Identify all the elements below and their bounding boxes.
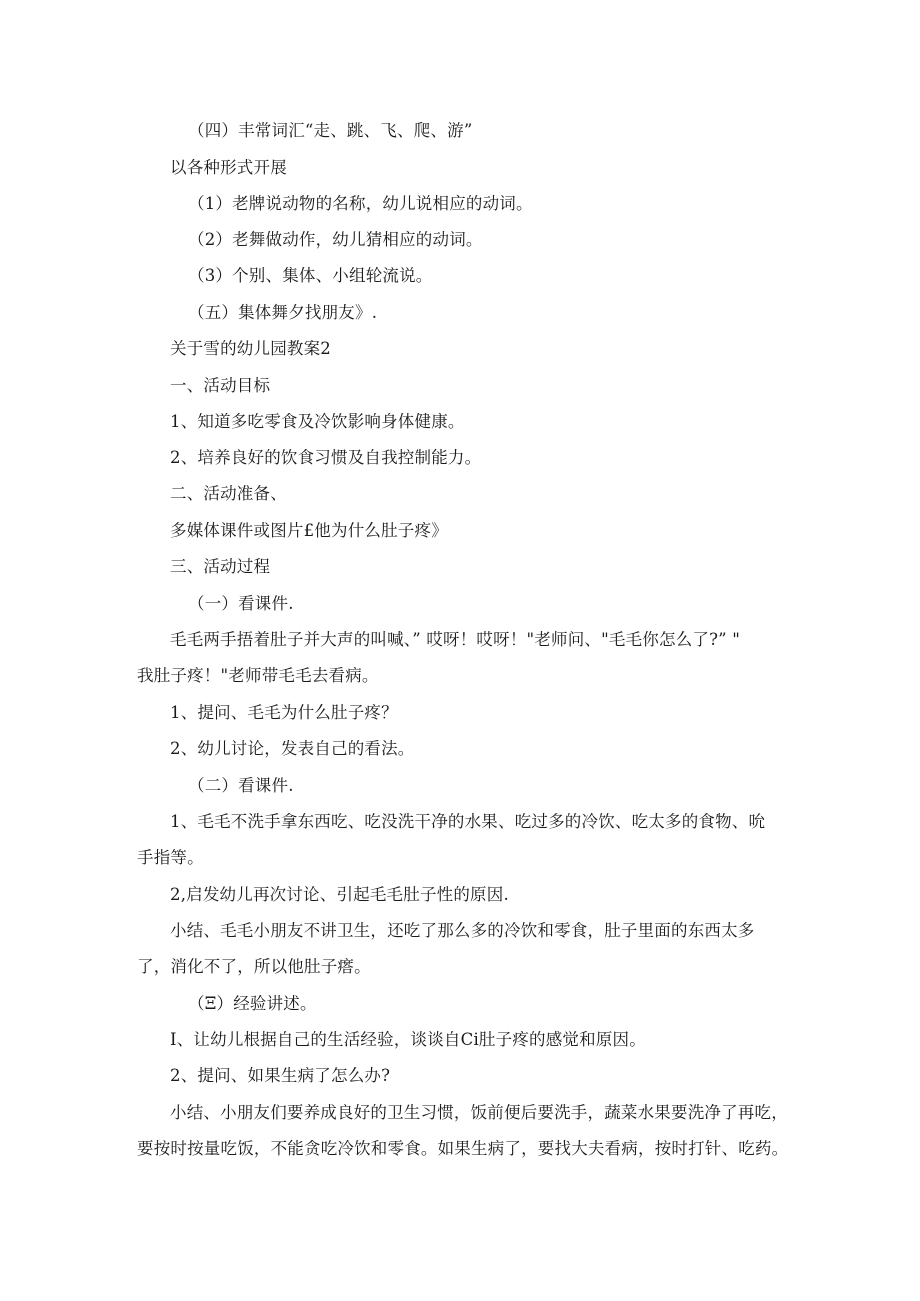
paragraph-line: 了，消化不了，所以他肚子瘩。 xyxy=(137,957,371,976)
paragraph-line: 以各种形式开展 xyxy=(170,158,287,177)
paragraph-line: 手指等。 xyxy=(137,848,204,867)
section-heading-5: （五）集体舞夕找朋友》. xyxy=(188,303,378,322)
paragraph-line: 小结、毛毛小朋友不讲卫生，还吃了那么多的冷饮和零食，肚子里面的东西太多 xyxy=(170,921,755,940)
section-heading: 一、活动目标 xyxy=(170,376,271,395)
list-item: 2、提问、如果生病了怎么办? xyxy=(170,1066,391,1085)
document-title: 关于雪的幼儿园教案2 xyxy=(170,339,331,358)
subsection-heading: （Ξ）经验讲述。 xyxy=(188,994,317,1013)
paragraph-line: 要按时按量吃饭，不能贪吃冷饮和零食。如果生病了，要找大夫看病，按时打针、吃药。 xyxy=(137,1139,789,1158)
list-item: （2）老舞做动作，幼儿猜相应的动词。 xyxy=(188,230,483,249)
subsection-heading: （一）看课件. xyxy=(188,594,294,613)
list-item: 2、培养良好的饮食习惯及自我控制能力。 xyxy=(170,448,482,467)
list-item: 2,启发幼儿再次讨论、引起毛毛肚子性的原因. xyxy=(170,885,509,904)
list-item: （3）个别、集体、小组轮流说。 xyxy=(188,266,433,285)
section-heading-4: （四）丰常词汇“走、跳、飞、爬、游” xyxy=(188,121,473,140)
section-heading: 三、活动过程 xyxy=(170,557,271,576)
list-item: I、让幼儿根据自己的生活经验，谈谈自Ci肚子疼的感觉和原因。 xyxy=(170,1030,646,1049)
section-heading: 二、活动准备、 xyxy=(170,484,287,503)
list-item: 2、幼儿讨论，发表自己的看法。 xyxy=(170,739,415,758)
list-item: （1）老牌说动物的名称，幼儿说相应的动词。 xyxy=(188,194,533,213)
list-item: 1、知道多吃零食及冷饮影响身体健康。 xyxy=(170,412,465,431)
paragraph-line: 毛毛两手捂着肚子并大声的叫喊、” 哎呀！哎呀！"老师问、"毛毛你怎么了?” " xyxy=(170,630,741,649)
paragraph-line: 1、毛毛不洗手拿东西吃、吃没洗干净的水果、吃过多的冷饮、吃太多的食物、吮 xyxy=(170,812,766,831)
list-item: 1、提问、毛毛为什么肚子疼？ xyxy=(170,703,398,722)
paragraph-line: 我肚子疼！"老师带毛毛去看病。 xyxy=(137,666,379,685)
subsection-heading: （二）看课件. xyxy=(188,776,294,795)
paragraph-line: 小结、小朋友们要养成良好的卫生习惯，饭前便后要洗手，蔬菜水果要洗净了再吃， xyxy=(170,1103,788,1122)
paragraph-line: 多媒体课件或图片£他为什么肚子疼》 xyxy=(170,521,448,540)
